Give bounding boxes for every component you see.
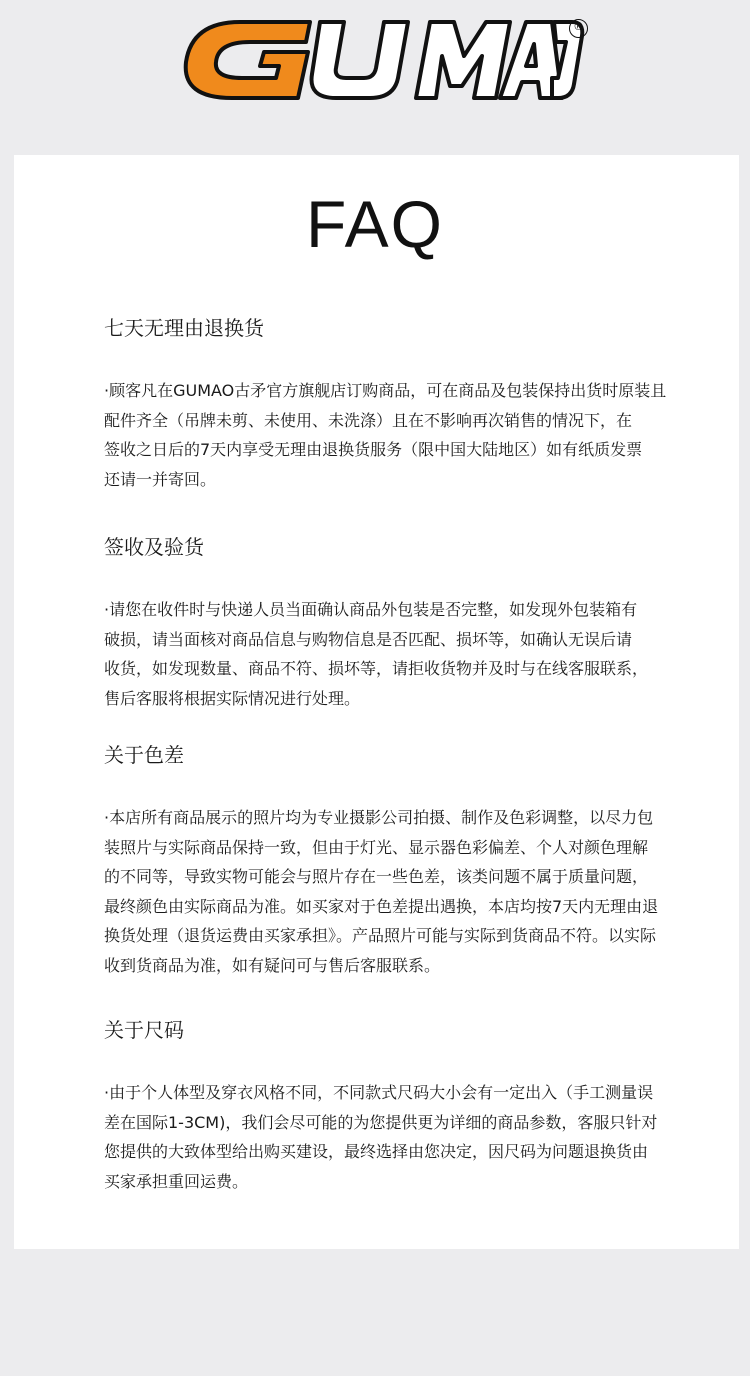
body-line: 签收之日后的7天内享受无理由退换货服务（限中国大陆地区）如有纸质发票 <box>104 440 643 459</box>
body-line: 配件齐全（吊牌未剪、未使用、未洗涤）且在不影响再次销售的情况下，在 <box>104 410 633 430</box>
body-line: 收货，如发现数量、商品不符、损坏等，请拒收货物并及时与在线客服联系， <box>104 659 649 678</box>
section-heading: 关于色差 <box>104 743 184 767</box>
body-line: ·请您在收件时与快递人员当面确认商品外包装是否完整，如发现外包装箱有 <box>104 600 638 619</box>
body-line: 最终颜色由实际商品为准。如买家对于色差提出遇换，本店均按7天内无理由退 <box>104 896 659 916</box>
section-heading: 七天无理由退换货 <box>104 316 264 340</box>
body-line: 您提供的大致体型给出购买建设，最终选择由您决定，因尺码为问题退换货由 <box>104 1142 649 1161</box>
faq-section-sizing <box>104 1016 704 1196</box>
body-line: ·由于个人体型及穿衣风格不同，不同款式尺码大小会有一定出入（手工测量误 <box>104 1083 654 1102</box>
section-heading: 签收及验货 <box>104 535 204 559</box>
registered-mark-glyph: ® <box>574 21 583 33</box>
section-body <box>104 595 704 713</box>
body-line: 装照片与实际商品保持一致，但由于灯光、显示器色彩偏差、个人对颜色理解 <box>104 837 649 857</box>
body-line: 售后客服将根据实际情况进行处理。 <box>104 688 361 708</box>
body-line: 破损，请当面核对商品信息与购物信息是否匹配、损坏等，如确认无误后请 <box>104 629 633 649</box>
body-line: ·本店所有商品展示的照片均为专业摄影公司拍摄、制作及色彩调整，以尽力包 <box>104 808 654 827</box>
body-line: 还请一并寄回。 <box>104 469 217 489</box>
section-body <box>104 376 704 494</box>
section-body <box>104 1078 704 1196</box>
section-body <box>104 803 704 980</box>
body-line: 收到货商品为准，如有疑问可与售后客服联系。 <box>104 955 441 975</box>
body-line: 的不同等，导致实物可能会与照片存在一些色差，该类问题不属于质量问题， <box>104 867 649 886</box>
registered-mark <box>569 19 588 38</box>
faq-section-color-difference <box>104 741 704 980</box>
gumao-logo <box>180 16 590 100</box>
faq-section-receipt-inspection <box>104 533 704 713</box>
brand-header <box>0 0 750 155</box>
body-line: 差在国际1-3CM)，我们会尽可能的为您提供更为详细的商品参数，客服只针对 <box>104 1112 658 1132</box>
faq-section-return-policy <box>104 314 704 494</box>
page-title: FAQ <box>305 187 445 261</box>
section-heading: 关于尺码 <box>104 1018 184 1042</box>
body-line: 买家承担重回运费。 <box>104 1171 249 1191</box>
body-line: ·顾客凡在GUMAO古矛官方旗舰店订购商品，可在商品及包装保持出货时原装且 <box>104 381 667 400</box>
body-line: 换货处理（退货运费由买家承担》。产品照片可能与实际到货商品不符。以实际 <box>104 926 657 945</box>
